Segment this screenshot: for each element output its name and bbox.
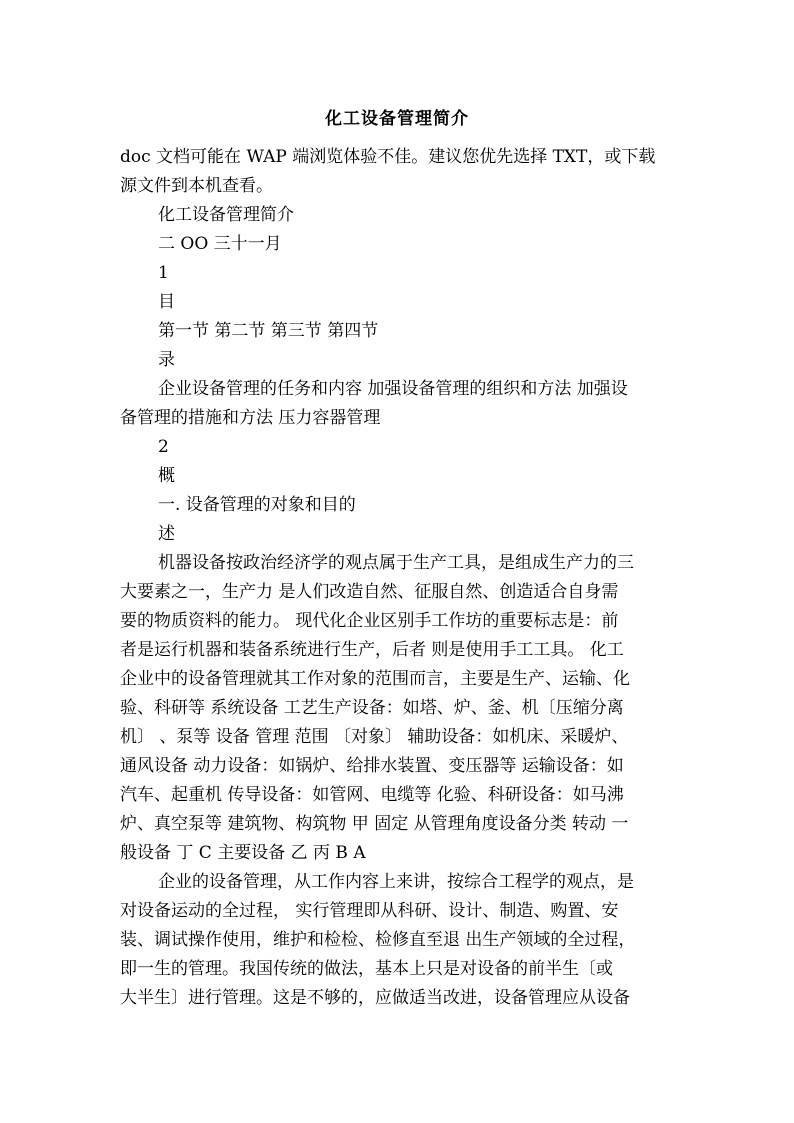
text-line: 述 — [158, 524, 175, 544]
text-line: 二 OO 三十一月 — [158, 234, 282, 254]
text-line: 般设备 丁 C 主要设备 乙 丙 B A — [120, 843, 366, 863]
text-line: 第一节 第二节 第三节 第四节 — [158, 321, 379, 341]
text-line: 1 — [158, 263, 169, 283]
text-line: 备管理的措施和方法 压力容器管理 — [120, 408, 381, 428]
text-line: 企业中的设备管理就其工作对象的范围而言，主要是生产、运输、化 — [120, 669, 630, 689]
text-line: 者是运行机器和装备系统进行生产，后者 则是使用手工工具。 化工 — [120, 640, 624, 660]
text-line: 录 — [158, 350, 175, 370]
text-line: 即一生的管理。我国传统的做法，基本上只是对设备的前半生〔或 — [120, 959, 613, 979]
text-line: 机〕 、泵等 设备 管理 范围 〔对象〕 辅助设备：如机床、采暖炉、 — [120, 727, 629, 747]
text-line: 企业的设备管理，从工作内容上来讲，按综合工程学的观点，是 — [158, 872, 634, 892]
text-line: 一. 设备管理的对象和目的 — [158, 495, 356, 515]
text-line: 装、调试操作使用，维护和检检、检修直至退 出生产领域的全过程， — [120, 930, 636, 950]
text-line: 大要素之一，生产力 是人们改造自然、征服自然、创造适合自身需 — [120, 582, 619, 602]
document-title: 化工设备管理简介 — [325, 109, 469, 129]
text-line: 化工设备管理简介 — [158, 205, 294, 225]
text-line: 目 — [158, 292, 175, 312]
text-line: 概 — [158, 466, 175, 486]
text-line: 要的物质资料的能力。 现代化企业区别手工作坊的重要标志是：前 — [120, 611, 619, 631]
text-line: doc 文档可能在 WAP 端浏览体验不佳。建议您优先选择 TXT，或下载 — [120, 147, 656, 167]
text-line: 源文件到本机查看。 — [120, 176, 273, 196]
text-line: 机器设备按政治经济学的观点属于生产工具，是组成生产力的三 — [158, 553, 634, 573]
text-line: 对设备运动的全过程， 实行管理即从科研、设计、制造、购置、安 — [120, 901, 619, 921]
text-line: 大半生〕进行管理。这是不够的，应做适当改进，设备管理应从设备 — [120, 988, 630, 1008]
text-line: 通风设备 动力设备：如锅炉、给排水装置、变压器等 运输设备：如 — [120, 756, 624, 776]
text-line: 炉、真空泵等 建筑物、构筑物 甲 固定 从管理角度设备分类 转动 一 — [120, 814, 629, 834]
text-line: 汽车、起重机 传导设备：如管网、电缆等 化验、科研设备：如马沸 — [120, 785, 624, 805]
text-line: 企业设备管理的任务和内容 加强设备管理的组织和方法 加强设 — [158, 379, 628, 399]
text-line: 2 — [158, 437, 169, 457]
text-line: 验、科研等 系统设备 工艺生产设备：如塔、炉、釜、机〔压缩分离 — [120, 698, 624, 718]
